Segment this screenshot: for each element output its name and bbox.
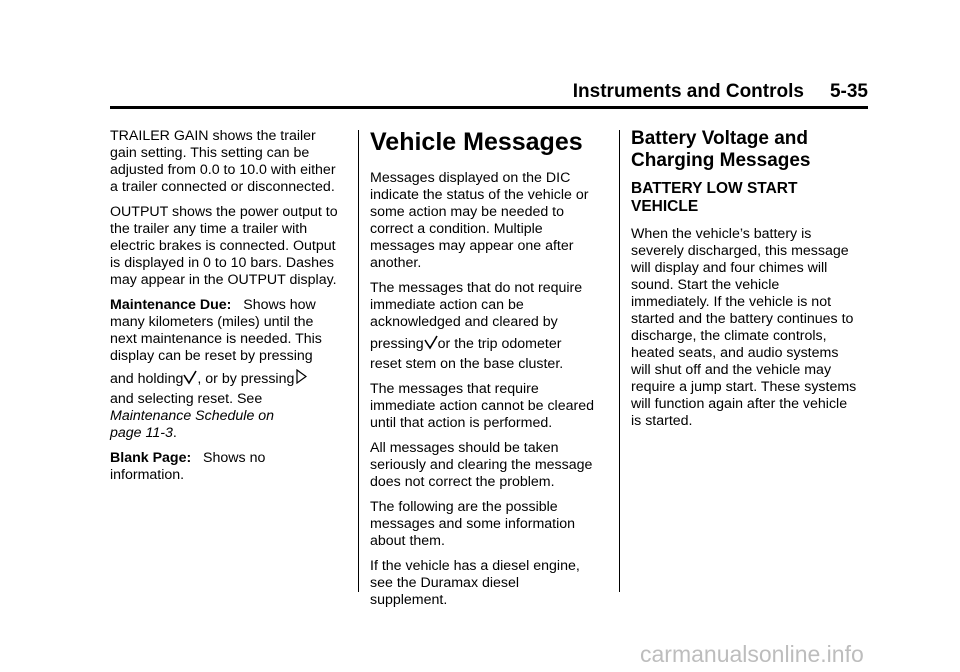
column-3 [631,128,868,438]
page-header [110,80,868,104]
triangle-right-icon [296,369,307,384]
battery-low-subheading: BATTERY LOW START VEHICLE [631,180,798,215]
header-rule [110,106,868,109]
section-title: Instruments and Controls [572,81,804,102]
watermark: carmanualsonline.info [640,641,864,667]
battery-low-paragraph: When the vehicle’s battery is severely discharged, this message will display and four chimes will sound. Start the vehicle immediately. If the vehicle is not started and the battery continues to discharge, the climate controls, heated seats, and audio systems will shut off and the vehicle may require a jump start. These systems will function again after the vehicle is started. [631,226,857,429]
checkmark-icon [183,370,197,385]
column-divider-1 [358,130,359,592]
vehicle-messages-heading: Vehicle Messages [370,128,583,156]
column-divider-2 [619,130,620,592]
trailer-gain-paragraph: TRAILER GAIN shows the trailer gain setting. This setting can be adjusted from 0.0 to 10.0 with either a trailer connected or disconnected. [110,128,336,195]
checkmark-icon [424,335,438,350]
diesel-engine-paragraph: If the vehicle has a diesel engine, see the Duramax diesel supplement. [370,558,580,608]
immediate-action-paragraph: The messages that require immediate action cannot be cleared until that action is performed. [370,381,594,431]
blank-page-paragraph: Blank Page: Shows no information. [110,450,266,483]
page-number: 5-35 [829,81,868,102]
column-1 [110,128,346,492]
maintenance-schedule-page-link[interactable]: page 11-3 [110,425,173,441]
blank-page-label: Blank Page: [110,450,192,466]
no-action-messages-paragraph: The messages that do not require immediate action can be acknowledged and cleared by pressing or the trip odometer reset stem on the base cluster. [370,280,583,372]
output-paragraph: OUTPUT shows the power output to the trailer any time a trailer with electric brakes is connected. Output is displayed in 0 to 10 bars. Dashes may appear in the OUTPUT display. [110,204,338,288]
possible-messages-paragraph: The following are the possible messages and some information about them. [370,499,576,549]
battery-voltage-heading: Battery Voltage and Charging Messages [631,128,811,171]
column-2 [370,128,606,617]
maintenance-due-paragraph: Maintenance Due: Shows how many kilometers (miles) until the next maintenance is needed. This display can be reset by pressing and holding , or by pressing and selecting reset. See Maintenance Schedule on page 11-3. [110,297,346,442]
taken-seriously-paragraph: All messages should be taken seriously and clearing the message does not correct the problem. [370,440,593,490]
messages-intro-paragraph: Messages displayed on the DIC indicate the status of the vehicle or some action may be needed to correct a condition. Multiple messages may appear one after another. [370,170,589,271]
maintenance-due-label: Maintenance Due: [110,297,232,313]
maintenance-schedule-link[interactable]: Maintenance Schedule on [110,408,275,424]
